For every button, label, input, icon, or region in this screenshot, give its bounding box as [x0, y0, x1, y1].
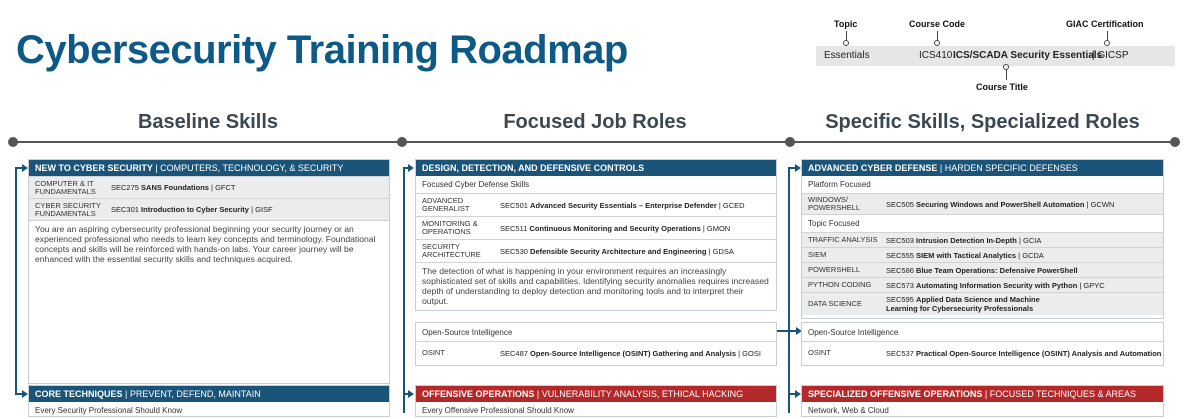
panel-core-techniques [28, 385, 390, 417]
course-entry: SEC573 Automating Information Security with Python | GPYC [886, 280, 1105, 290]
timeline-dot [8, 137, 18, 147]
topic-label: POWERSHELL [808, 265, 861, 274]
topic-label: ADVANCED GENERALIST [422, 196, 470, 213]
panel-header: ADVANCED CYBER DEFENSE | HARDEN SPECIFIC DEFENSES [802, 160, 1163, 176]
connector-line [15, 167, 17, 395]
arrow-icon [408, 164, 414, 172]
course-row[interactable] [416, 341, 776, 364]
panel-subheading: Platform Focused [808, 180, 871, 189]
topic-label: OSINT [422, 348, 445, 357]
panel-header: DESIGN, DETECTION, AND DEFENSIVE CONTROLS [416, 160, 776, 176]
course-entry: SEC586 Blue Team Operations: Defensive PowerShell [886, 265, 1078, 275]
topic-label: OSINT [808, 348, 831, 357]
column-heading-specific: Specific Skills, Specialized Roles [825, 111, 1140, 133]
connector-line [788, 167, 790, 413]
course-row[interactable] [29, 176, 389, 198]
course-entry: SEC555 SIEM with Tactical Analytics | GCDA [886, 250, 1044, 260]
course-row[interactable] [416, 239, 776, 262]
course-entry: SEC505 Securing Windows and PowerShell Automation | GCWN [886, 199, 1115, 209]
panel-header: NEW TO CYBER SECURITY | COMPUTERS, TECHNOLOGY, & SECURITY [29, 160, 389, 176]
arrow-icon [408, 390, 414, 398]
panel-subheading: Every Offensive Professional Should Know [422, 406, 574, 415]
panel-design-detection [415, 159, 777, 311]
legend-example-cert: | GICSP [1092, 50, 1129, 61]
topic-label: PYTHON CODING [808, 280, 872, 289]
timeline-dot [1170, 137, 1180, 147]
course-row[interactable] [29, 198, 389, 220]
timeline [10, 141, 1174, 143]
panel-subheading: Topic Focused [802, 214, 1163, 232]
course-row[interactable] [802, 341, 1163, 364]
legend-cert-label: GIAC Certification [1066, 19, 1144, 29]
legend-example-code: ICS410 [919, 50, 953, 61]
course-entry: SEC511 Continuous Monitoring and Security Operations | GMON [500, 223, 731, 233]
legend-code-label: Course Code [909, 19, 966, 29]
panel-subheading: Open-Source Intelligence [808, 328, 899, 337]
connector-line [403, 167, 405, 413]
topic-label: MONITORING & OPERATIONS [422, 219, 478, 236]
column-heading-focused: Focused Job Roles [503, 111, 687, 133]
panel-advanced-cyber-defense [801, 159, 1164, 319]
panel-header: SPECIALIZED OFFENSIVE OPERATIONS | FOCUSED TECHNIQUES & AREAS [802, 386, 1163, 402]
topic-label: CYBER SECURITY FUNDAMENTALS [35, 200, 101, 218]
course-row[interactable] [802, 292, 1163, 315]
legend-example [816, 46, 1175, 66]
panel-osint-specialized [801, 322, 1164, 366]
panel-osint [415, 322, 777, 366]
course-entry: SEC530 Defensible Security Architecture and Engineering | GDSA [500, 246, 734, 256]
topic-label: COMPUTER & IT FUNDAMENTALS [35, 178, 96, 196]
panel-description: You are an aspiring cybersecurity professional beginning your security journey or an experienced professional who needs to learn key concepts and terminology. Foundational concepts and skills will be reinforced with hands-on labs. Your career journey will be enhanced with the essential security skills and techniques acquired. [29, 220, 389, 267]
course-entry: SEC503 Intrusion Detection In-Depth | GCIA [886, 235, 1042, 245]
course-entry: SEC487 Open-Source Intelligence (OSINT) Gathering and Analysis | GOSI [500, 348, 761, 358]
panel-subheading: Network, Web & Cloud [808, 406, 889, 415]
panel-header: CORE TECHNIQUES | PREVENT, DEFEND, MAINTAIN [29, 386, 389, 402]
topic-label: SIEM [808, 250, 827, 259]
course-entry: SEC275 SANS Foundations | GFCT [111, 183, 236, 192]
topic-label: TRAFFIC ANALYSIS [808, 235, 878, 244]
legend-example-topic: Essentials [824, 50, 870, 61]
panel-specialized-offensive [801, 385, 1164, 417]
panel-offensive-operations [415, 385, 777, 417]
course-entry: SEC301 Introduction to Cyber Security | GISF [111, 205, 273, 214]
course-entry: SEC595 Applied Data Science and Machine Learning for Cybersecurity Professionals [886, 295, 1040, 313]
panel-subheading: Focused Cyber Defense Skills [422, 180, 530, 189]
column-heading-baseline: Baseline Skills [137, 111, 279, 133]
course-row[interactable] [802, 277, 1163, 292]
panel-subheading: Every Security Professional Should Know [35, 406, 183, 415]
legend-example-title: ICS/SCADA Security Essentials [953, 50, 1103, 61]
panel-subheading: Open-Source Intelligence [422, 328, 513, 337]
course-entry: SEC501 Advanced Security Essentials – Enterprise Defender | GCED [500, 200, 745, 210]
connector-line [775, 330, 797, 332]
panel-new-to-cyber-security [28, 159, 390, 384]
legend-topic-label: Topic [834, 19, 858, 29]
course-row[interactable] [802, 232, 1163, 247]
timeline-dot [785, 137, 795, 147]
panel-description: The detection of what is happening in your environment requires an increasingly sophisticated set of skills and capabilities. Identifying security anomalies requires increased depth of understanding to deploy detection and monitoring tools and to interpret their output. [416, 262, 776, 309]
page-title: Cybersecurity Training Roadmap [16, 28, 628, 72]
course-row[interactable] [416, 216, 776, 239]
course-row[interactable] [802, 262, 1163, 277]
legend-title-label: Course Title [976, 82, 1028, 92]
topic-label: DATA SCIENCE [808, 299, 862, 308]
topic-label: WINDOWS/ POWERSHELL [808, 195, 861, 212]
panel-header: OFFENSIVE OPERATIONS | VULNERABILITY ANALYSIS, ETHICAL HACKING [416, 386, 776, 402]
timeline-dot [397, 137, 407, 147]
course-row[interactable] [416, 193, 776, 216]
course-row[interactable] [802, 247, 1163, 262]
course-entry: SEC537 Practical Open-Source Intelligence (OSINT) Analysis and Automation [886, 348, 1162, 358]
course-row[interactable] [802, 193, 1163, 214]
topic-label: SECURITY ARCHITECTURE [422, 242, 481, 259]
